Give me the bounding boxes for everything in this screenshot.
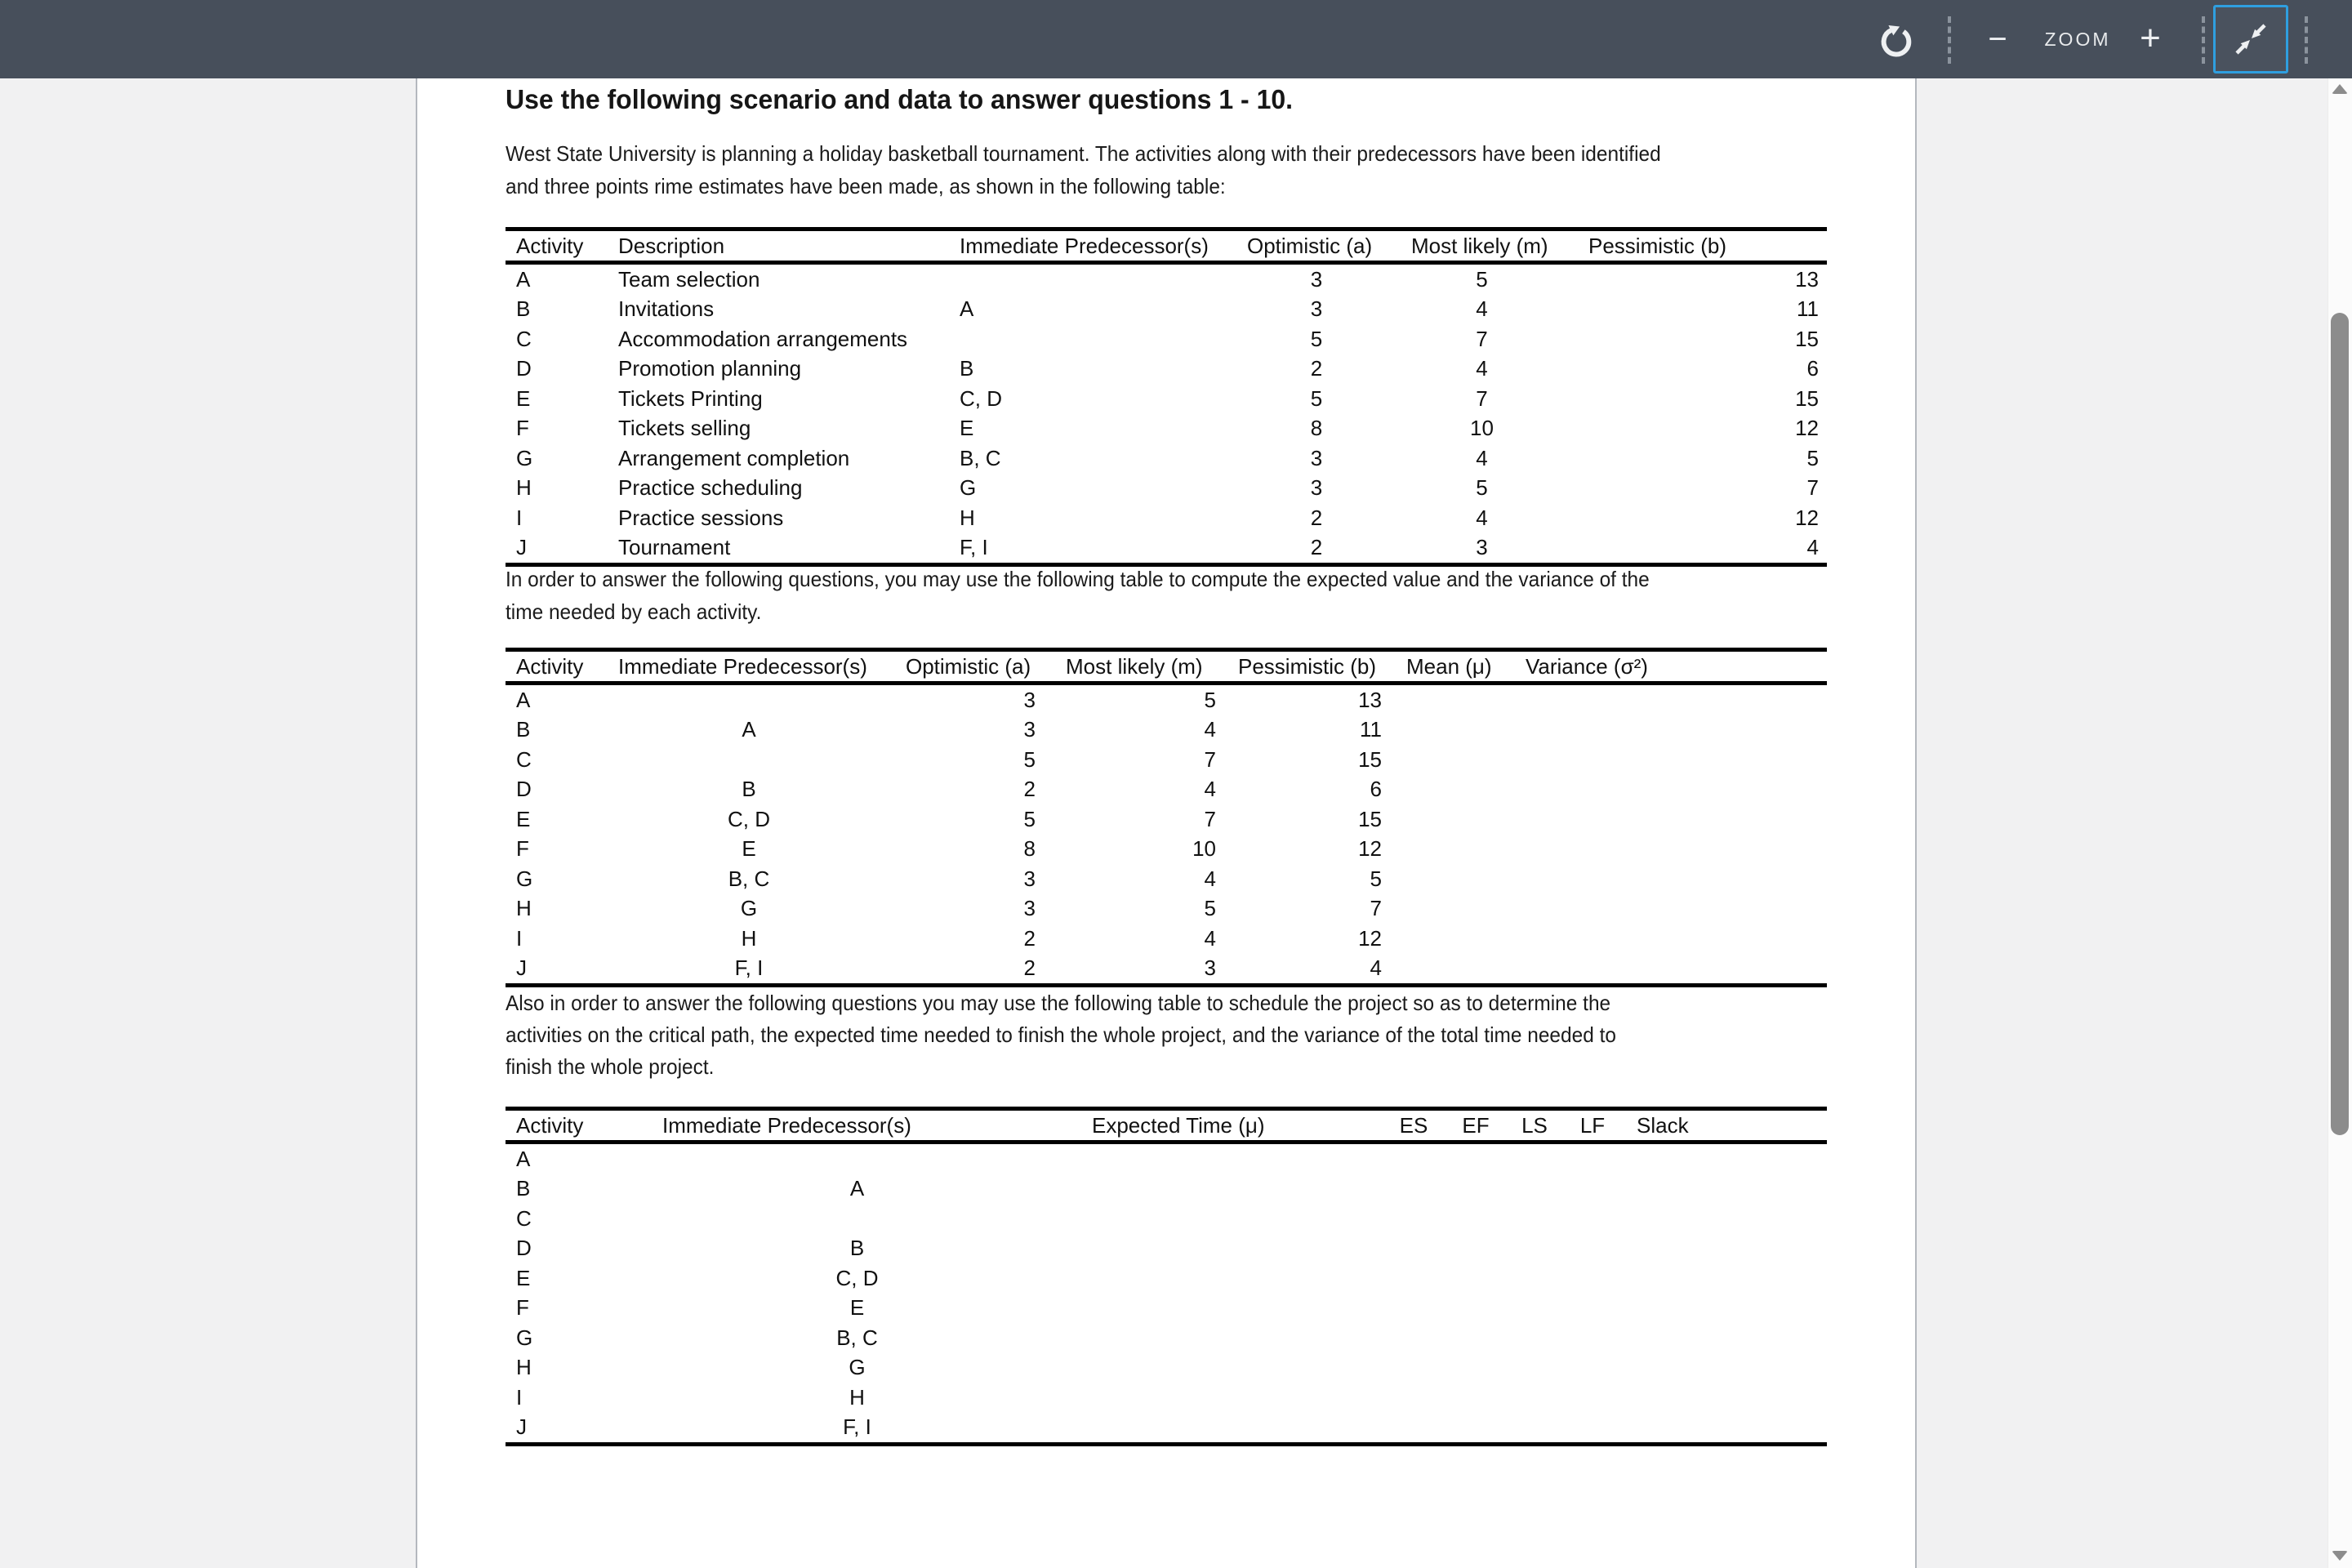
table-row <box>506 265 1827 295</box>
table-header-cell: Activity <box>516 653 584 679</box>
schedule-table <box>506 1107 1827 1446</box>
table-cell: 2 <box>1310 535 1323 560</box>
table-cell: 4 <box>1806 535 1819 560</box>
table-cell: A <box>849 1176 865 1201</box>
table-cell: B <box>742 777 756 802</box>
table-cell: Tickets selling <box>618 416 751 441</box>
table-header-cell: Pessimistic (b) <box>1238 653 1377 679</box>
table-cell: 3 <box>1023 687 1036 712</box>
table-cell: 5 <box>1370 866 1382 891</box>
table-cell: B <box>960 356 974 381</box>
table-cell: G <box>960 475 977 501</box>
table-row <box>506 533 1827 564</box>
table-cell: F <box>516 1295 529 1321</box>
table-header-cell: Immediate Predecessor(s) <box>662 1112 911 1138</box>
reset-zoom-button[interactable] <box>1873 18 1919 64</box>
table-cell: J <box>516 535 527 560</box>
table-row <box>506 1204 1827 1234</box>
table-cell: Accommodation arrangements <box>618 326 908 351</box>
toolbar-divider <box>2305 16 2308 64</box>
table-cell: H <box>516 896 532 921</box>
table-cell: 4 <box>1370 956 1382 981</box>
table-cell: 5 <box>1204 687 1216 712</box>
table-cell: G <box>516 866 533 891</box>
table-cell: 5 <box>1310 385 1323 411</box>
table-cell: 7 <box>1204 806 1216 831</box>
table-header-cell: Optimistic (a) <box>1247 233 1373 258</box>
scroll-up-icon[interactable] <box>2332 84 2348 94</box>
table-cell: G <box>516 1325 533 1350</box>
table-cell: B <box>516 296 531 322</box>
reset-icon <box>1875 20 1918 62</box>
table-row <box>506 1234 1827 1264</box>
table-cell: 3 <box>1023 896 1036 921</box>
table-cell: 6 <box>1806 356 1819 381</box>
zoom-out-button[interactable]: − <box>1976 15 2019 64</box>
table-cell: E <box>742 836 756 862</box>
table-cell: Promotion planning <box>618 356 802 381</box>
viewer-toolbar <box>0 0 2352 78</box>
table-row <box>506 745 1827 775</box>
table-header-cell: LS <box>1521 1112 1548 1138</box>
table-cell: H <box>849 1384 865 1410</box>
note2-paragraph <box>506 987 1687 1083</box>
table-cell: E <box>516 385 531 411</box>
table-row <box>506 715 1827 746</box>
note1-paragraph <box>506 563 1722 628</box>
table-header-cell: Immediate Predecessor(s) <box>960 233 1209 258</box>
table-header-cell: Most likely (m) <box>1066 653 1203 679</box>
table-cell: E <box>516 1265 531 1290</box>
table-cell: C, D <box>728 806 770 831</box>
table-row <box>506 1383 1827 1413</box>
table-cell: G <box>516 445 533 470</box>
table-cell: Arrangement completion <box>618 445 850 470</box>
table-cell: 3 <box>1310 445 1323 470</box>
table-cell: A <box>516 266 531 292</box>
table-cell: B, C <box>960 445 1001 470</box>
table-row <box>506 864 1827 894</box>
table-row <box>506 894 1827 924</box>
scrollbar-thumb[interactable] <box>2331 313 2349 1135</box>
table-cell: Practice sessions <box>618 505 784 530</box>
table-cell: 4 <box>1204 777 1216 802</box>
toolbar-divider <box>2202 16 2205 64</box>
table-cell: F <box>516 836 529 862</box>
table-row <box>506 295 1827 325</box>
table-cell: C <box>516 746 532 772</box>
table-cell: 4 <box>1476 356 1488 381</box>
table-cell: 4 <box>1476 445 1488 470</box>
table-cell: 3 <box>1310 475 1323 501</box>
activities-table <box>506 227 1827 567</box>
table-cell: I <box>516 1384 523 1410</box>
table-cell: Team selection <box>618 266 760 292</box>
table-cell: F, I <box>960 535 988 560</box>
table-cell: 10 <box>1470 416 1494 441</box>
table-cell: 12 <box>1358 836 1382 862</box>
table-cell: E <box>849 1295 865 1321</box>
table-cell: D <box>516 1236 532 1261</box>
table-row <box>506 1263 1827 1294</box>
table-cell: F, I <box>734 956 764 981</box>
table-cell: C, D <box>960 385 1002 411</box>
table-header-cell: Activity <box>516 1112 584 1138</box>
table-cell: G <box>740 896 758 921</box>
table-cell: 7 <box>1370 896 1382 921</box>
table-cell: 5 <box>1476 266 1488 292</box>
table-cell: B <box>516 717 531 742</box>
paragraph-line: West State University is planning a holiday basketball tournament. The activities along with their predecessors have been identified <box>506 141 1661 166</box>
table-cell: H <box>516 475 532 501</box>
table-cell: J <box>516 1414 527 1440</box>
table-cell: A <box>960 296 974 322</box>
table-cell: 4 <box>1476 505 1488 530</box>
table-header-cell: Description <box>618 233 725 258</box>
scroll-down-icon[interactable] <box>2332 1551 2348 1561</box>
table-cell: C, D <box>835 1265 879 1290</box>
table-cell: 12 <box>1795 416 1819 441</box>
paragraph-line: and three points rime estimates have been made, as shown in the following table: <box>506 174 1226 198</box>
toolbar-divider <box>1948 16 1951 64</box>
table-cell: 12 <box>1795 505 1819 530</box>
table-cell: 5 <box>1806 445 1819 470</box>
table-cell: 6 <box>1370 777 1382 802</box>
table-cell: H <box>741 925 757 951</box>
table-cell: 5 <box>1310 326 1323 351</box>
table-cell: 4 <box>1204 925 1216 951</box>
paragraph-line: finish the whole project. <box>506 1054 715 1079</box>
table-row <box>506 835 1827 865</box>
table-row <box>506 1413 1827 1443</box>
collapse-icon <box>2232 20 2270 58</box>
table-cell: 2 <box>1023 956 1036 981</box>
table-cell: H <box>516 1355 532 1380</box>
table-header-cell: LF <box>1579 1112 1606 1138</box>
table-row <box>506 503 1827 533</box>
table-row <box>506 1174 1827 1205</box>
table-cell: B <box>849 1236 865 1261</box>
table-row <box>506 443 1827 474</box>
document-viewport <box>0 78 2352 1568</box>
table-cell: 10 <box>1192 836 1216 862</box>
table-cell: F <box>516 416 529 441</box>
table-header-cell: Optimistic (a) <box>906 653 1031 679</box>
table-cell: 4 <box>1476 296 1488 322</box>
zoom-in-button[interactable]: + <box>2129 13 2172 64</box>
table-cell: 3 <box>1204 956 1216 981</box>
table-row <box>506 1323 1827 1353</box>
table-cell: A <box>516 1146 531 1171</box>
table-cell: 7 <box>1204 746 1216 772</box>
table-cell: 3 <box>1023 717 1036 742</box>
table-cell: 5 <box>1023 746 1036 772</box>
table-header-cell: Expected Time (μ) <box>1092 1112 1265 1138</box>
table-cell: 8 <box>1310 416 1323 441</box>
paragraph-line: Also in order to answer the following questions you may use the following table to schedule the project so as to determine the <box>506 991 1611 1015</box>
table-header-cell: Pessimistic (b) <box>1588 233 1727 258</box>
table-cell: D <box>516 356 532 381</box>
table-cell: B, C <box>836 1325 878 1350</box>
document-page <box>416 78 1917 1568</box>
paragraph-line: activities on the critical path, the expected time needed to finish the whole project, and the variance of the total time needed to <box>506 1022 1616 1047</box>
table-row <box>506 775 1827 805</box>
table-cell: 2 <box>1310 356 1323 381</box>
table-header-cell: ES <box>1399 1112 1428 1138</box>
estimates-table <box>506 648 1827 987</box>
table-cell: 3 <box>1310 266 1323 292</box>
table-cell: J <box>516 956 527 981</box>
vertical-scrollbar[interactable] <box>2328 78 2352 1568</box>
table-cell: 5 <box>1023 806 1036 831</box>
table-cell: C <box>516 1205 532 1231</box>
table-cell: Tickets Printing <box>618 385 763 411</box>
table-cell: I <box>516 505 523 530</box>
table-cell: F, I <box>843 1414 871 1440</box>
table-cell: 5 <box>1204 896 1216 921</box>
table-cell: E <box>960 416 974 441</box>
table-header-row <box>506 231 1827 265</box>
table-header-cell: Slack <box>1637 1112 1689 1138</box>
intro-paragraph <box>506 137 1735 203</box>
table-cell: 7 <box>1806 475 1819 501</box>
table-cell: 7 <box>1476 385 1488 411</box>
document-heading: Use the following scenario and data to answer questions 1 - 10. <box>506 84 1294 114</box>
table-cell: 13 <box>1358 687 1382 712</box>
table-cell: 7 <box>1476 326 1488 351</box>
table-cell: D <box>516 777 532 802</box>
table-row <box>506 924 1827 954</box>
table-cell: 15 <box>1358 806 1382 831</box>
table-cell: 2 <box>1023 777 1036 802</box>
table-header-cell: EF <box>1462 1112 1490 1138</box>
table-cell: I <box>516 925 523 951</box>
table-row <box>506 474 1827 504</box>
table-row <box>506 354 1827 385</box>
table-cell: 15 <box>1795 385 1819 411</box>
table-header-row <box>506 652 1827 685</box>
table-cell: 3 <box>1476 535 1488 560</box>
table-cell: 15 <box>1358 746 1382 772</box>
table-cell: 8 <box>1023 836 1036 862</box>
table-row <box>506 414 1827 444</box>
table-cell: G <box>849 1355 866 1380</box>
table-row <box>506 954 1827 984</box>
table-cell: 4 <box>1204 866 1216 891</box>
table-cell: 13 <box>1795 266 1819 292</box>
table-cell: Practice scheduling <box>618 475 803 501</box>
zoom-label: ZOOM <box>2044 28 2111 50</box>
table-row <box>506 1144 1827 1174</box>
table-row <box>506 324 1827 354</box>
table-header-row <box>506 1111 1827 1144</box>
table-cell: B <box>516 1176 531 1201</box>
table-cell: 2 <box>1310 505 1323 530</box>
table-row <box>506 1294 1827 1324</box>
table-row <box>506 384 1827 414</box>
table-cell: E <box>516 806 531 831</box>
table-cell: Tournament <box>618 535 731 560</box>
table-cell: H <box>960 505 975 530</box>
table-row <box>506 804 1827 835</box>
table-cell: 11 <box>1797 296 1819 322</box>
table-cell: 15 <box>1795 326 1819 351</box>
fit-to-view-button[interactable] <box>2213 5 2288 74</box>
table-cell: 12 <box>1358 925 1382 951</box>
table-header-cell: Mean (μ) <box>1406 653 1492 679</box>
table-header-cell: Most likely (m) <box>1411 233 1548 258</box>
table-cell: C <box>516 326 532 351</box>
table-cell: B, C <box>728 866 770 891</box>
table-cell: 3 <box>1023 866 1036 891</box>
table-cell: 11 <box>1360 717 1382 742</box>
table-header-cell: Immediate Predecessor(s) <box>618 653 867 679</box>
table-row <box>506 685 1827 715</box>
table-cell: 4 <box>1204 717 1216 742</box>
table-row <box>506 1353 1827 1383</box>
paragraph-line: In order to answer the following questions, you may use the following table to compute the expected value and the variance of the <box>506 567 1650 591</box>
table-cell: Invitations <box>618 296 715 322</box>
table-cell: A <box>516 687 531 712</box>
table-header-cell: Variance (σ²) <box>1526 653 1648 679</box>
paragraph-line: time needed by each activity. <box>506 599 762 624</box>
table-cell: 2 <box>1023 925 1036 951</box>
table-cell: 3 <box>1310 296 1323 322</box>
table-cell: A <box>742 717 756 742</box>
table-cell: 5 <box>1476 475 1488 501</box>
table-header-cell: Activity <box>516 233 584 258</box>
